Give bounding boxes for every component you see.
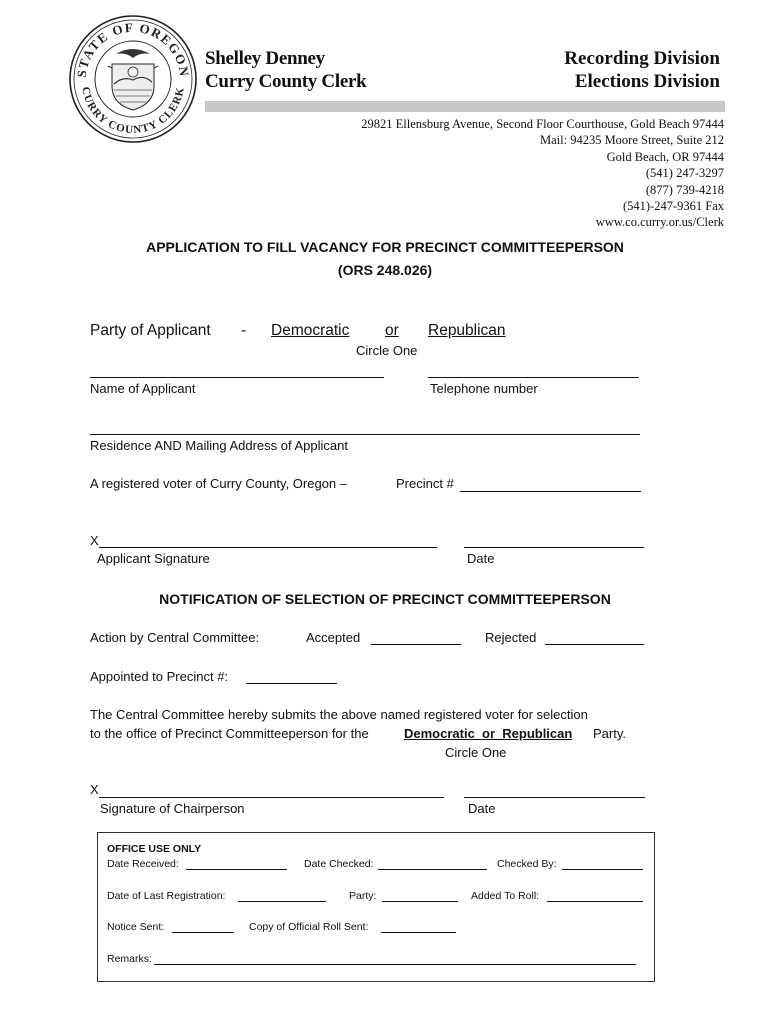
roll-sent-label: Copy of Official Roll Sent: (249, 921, 369, 933)
telephone-label: Telephone number (430, 381, 538, 396)
checked-by-label: Checked By: (497, 858, 557, 870)
address-line: 29821 Ellensburg Avenue, Second Floor Courthouse, Gold Beach 97444 (361, 117, 724, 131)
party-or: or (385, 322, 399, 339)
notification-title: NOTIFICATION OF SELECTION OF PRECINCT COMMITTEEPERSON (159, 591, 611, 607)
party-label: Party of Applicant (90, 322, 211, 339)
party-suffix: Party. (593, 726, 626, 741)
address-line: Gold Beach, OR 97444 (606, 149, 724, 164)
action-label: Action by Central Committee: (90, 630, 260, 645)
applicant-signature-field[interactable] (99, 547, 437, 548)
seal-top-text: STATE OF OREGON (73, 19, 193, 79)
seal-bottom-text: CURRY COUNTY CLERK (79, 85, 187, 137)
accepted-label: Accepted (306, 630, 361, 645)
party-dash: - (241, 322, 247, 339)
chair-signature-field[interactable] (99, 797, 444, 798)
applicant-date-field[interactable] (464, 547, 644, 548)
address-line: Mail: 94235 Moore Street, Suite 212 (539, 133, 724, 148)
date-checked-field[interactable] (378, 869, 487, 870)
circle-one-hint-2: Circle One (445, 745, 507, 760)
appointed-label: Appointed to Precinct #: (90, 669, 229, 684)
roll-sent-field[interactable] (381, 932, 456, 933)
form-subtitle: (ORS 248.026) (337, 262, 433, 278)
remarks-label: Remarks: (107, 953, 152, 965)
submission-text-line1: The Central Committee hereby submits the above named registered voter for selection (90, 707, 588, 722)
last-registration-field[interactable] (238, 901, 326, 902)
county-seal (68, 14, 198, 144)
clerk-block (205, 47, 366, 93)
checked-by-field[interactable] (562, 869, 643, 870)
date-label: Date (467, 551, 495, 566)
added-to-roll-label: Added To Roll: (471, 890, 540, 902)
precinct-field[interactable] (460, 491, 641, 492)
fax-line: (541)-247-9361 Fax (622, 199, 724, 214)
phone-line: (877) 739-4218 (645, 182, 724, 197)
appointed-precinct-field[interactable] (246, 683, 337, 684)
recording-division: Recording Division (564, 48, 720, 69)
clerk-name: Shelley Denney (205, 48, 325, 69)
office-use-heading: OFFICE USE ONLY (107, 843, 202, 855)
date-checked-label: Date Checked: (304, 858, 374, 870)
elections-division: Elections Division (574, 71, 720, 92)
header-divider (205, 101, 725, 112)
chair-date-field[interactable] (464, 797, 645, 798)
phone-line: (541) 247-3297 (645, 166, 724, 181)
website-line: www.co.curry.or.us/Clerk (595, 215, 724, 230)
name-label: Name of Applicant (90, 381, 196, 396)
chair-signature-label: Signature of Chairperson (100, 801, 245, 816)
remarks-field[interactable] (154, 964, 636, 965)
form-title: APPLICATION TO FILL VACANCY FOR PRECINCT COMMITTEEPERSON (146, 239, 624, 255)
notice-sent-label: Notice Sent: (107, 921, 165, 933)
signature-label: Applicant Signature (97, 551, 210, 566)
circle-one-hint: Circle One (356, 343, 418, 358)
rejected-label: Rejected (485, 630, 537, 645)
party-democratic-option[interactable]: Democratic (271, 322, 350, 339)
address-label: Residence AND Mailing Address of Applicant (90, 438, 348, 453)
divisions-block (564, 47, 720, 93)
party-choice-option[interactable]: Democratic or Republican (404, 726, 573, 741)
date-received-field[interactable] (186, 869, 287, 870)
clerk-office: Curry County Clerk (205, 71, 367, 92)
registered-voter-label: A registered voter of Curry County, Oregon – (90, 476, 347, 491)
party-office-label: Party: (349, 890, 377, 902)
submission-text-line2: to the office of Precinct Committeeperson for the (90, 726, 369, 741)
chair-x-mark: X (90, 782, 99, 797)
name-field[interactable] (90, 377, 384, 378)
notice-sent-field[interactable] (172, 932, 234, 933)
chair-date-label: Date (468, 801, 496, 816)
party-office-field[interactable] (382, 901, 458, 902)
address-field[interactable] (90, 434, 640, 435)
signature-x-mark: X (90, 533, 99, 548)
contact-address (361, 116, 724, 231)
telephone-field[interactable] (428, 377, 639, 378)
party-republican-option[interactable]: Republican (428, 322, 506, 339)
date-received-label: Date Received: (107, 858, 179, 870)
accepted-field[interactable] (371, 644, 461, 645)
added-to-roll-field[interactable] (547, 901, 643, 902)
rejected-field[interactable] (545, 644, 644, 645)
precinct-label: Precinct # (396, 476, 454, 491)
last-registration-label: Date of Last Registration: (107, 890, 226, 902)
